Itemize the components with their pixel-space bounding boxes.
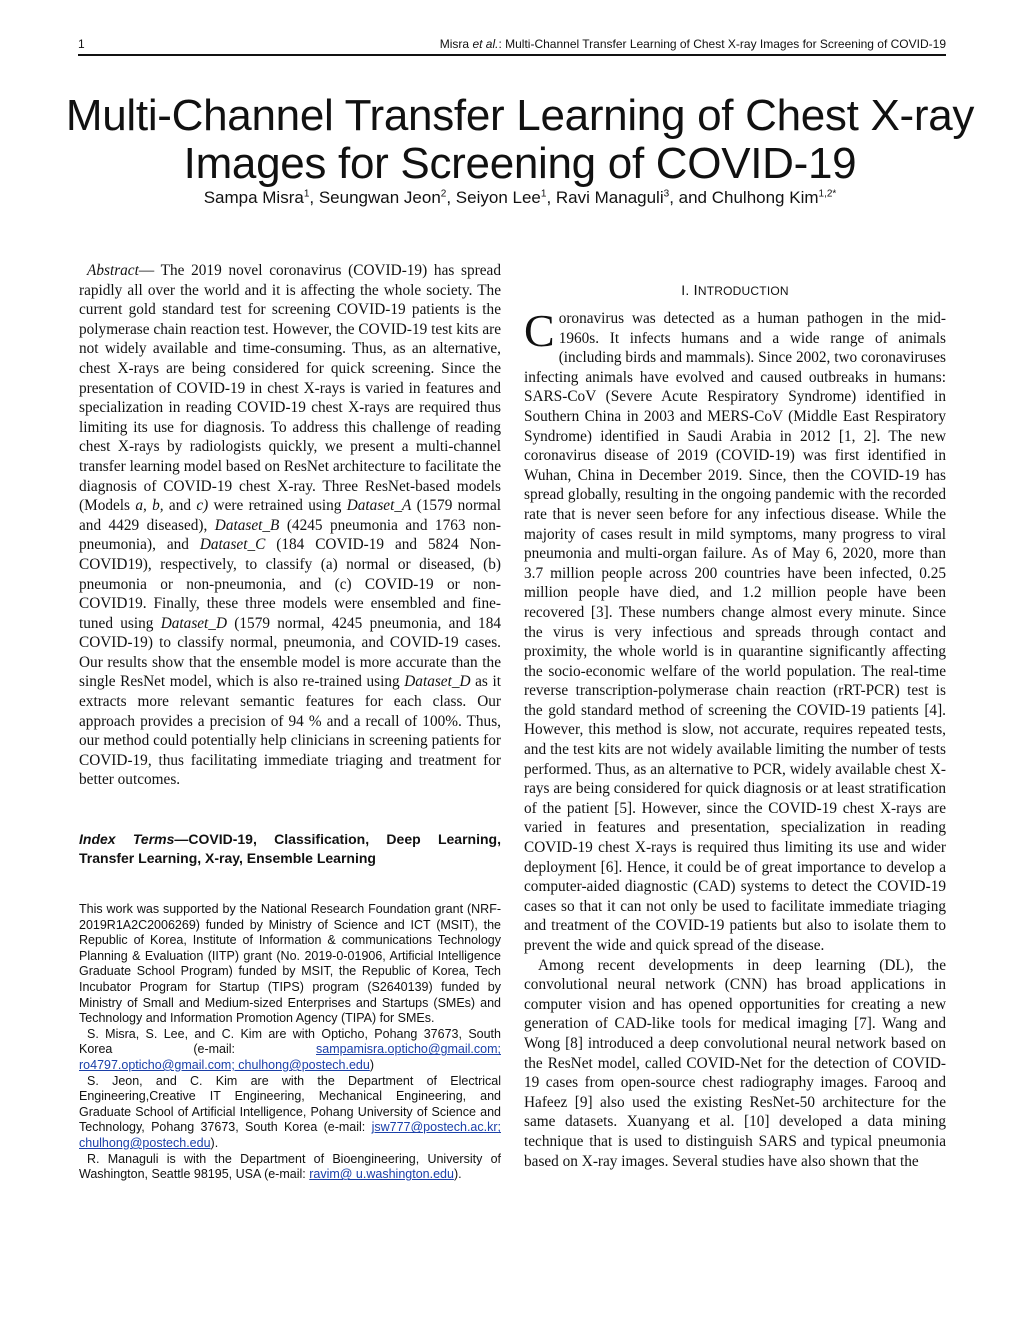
author-affiliation: 1: [303, 188, 310, 200]
running-head-title: : Multi-Channel Transfer Learning of Chest X-ray Images for Screening of COVID-19: [498, 37, 946, 51]
drop-cap: C: [524, 305, 555, 356]
left-column: [79, 261, 501, 1183]
author-affiliation: 1: [540, 188, 547, 200]
author: Chulhong Kim: [711, 188, 819, 207]
author-affiliation: 2: [440, 188, 447, 200]
author-separator: ,: [546, 188, 556, 207]
funding-text: This work was supported by the National Research Foundation grant (NRF-2019R1A2C2006269) funded by Ministry of Science and ICT (MSIT), the Republic of Korea, Institute of Information & communications Technology Planning & Evaluation (IITP) grant (No. 2019-0-01906, Artificial Intelligence Graduate School Program) funded by MSIT, the Republic of Korea, Tech Incubator Program for Startup (TIPS) program (S2640139) funded by Ministry of Small and Medium-sized Enterprises and Startups (SMEs) and Technology and Information Promotion Agency (TIPA) for SMEs.: [79, 902, 501, 1026]
author: Sampa Misra: [203, 188, 304, 207]
intro-paragraph-2: Among recent developments in deep learning (DL), the convolutional neural network (CNN) has broad applications in computer vision and has opened opportunities for creating a new generation of CAD-like tools for medical imaging [7]. Wang and Wong [8] introduced a deep convolutional neural network based on the ResNet model, called COVID-Net for the detection of COVID-19 cases from open-source chest radiography images. Farooq and Hafeez [9] also used the existing ResNet-50 architecture for the same datasets. Xuanyang et al. [10] developed a data mining technique that is used to distinguish SARS and typical pneumonia based on X-ray images. Several studies have also shown that the: [524, 956, 946, 1170]
author-separator: ,: [309, 188, 319, 207]
author-affiliation: 3: [663, 188, 670, 200]
author: Seiyon Lee: [455, 188, 541, 207]
abstract: Abstract— The 2019 novel coronavirus (COVID-19) has spread rapidly all over the world and it is affecting the whole society. The current gold standard test for screening COVID-19 patients is the polymerase chain reaction test. However, the COVID-19 test kits are not widely available and time-consuming. Thus, as an alternative, chest X-rays are being considered for quick screening. Since the presentation of COVID-19 in chest X-rays is varied in features and specialization in reading COVID-19 chest X-rays are required thus limiting its use for diagnosis. To address this challenge of reading chest X-rays by radiologists quickly, we present a multi-channel transfer learning model based on ResNet architecture to facilitate the diagnosis of COVID-19 chest X-ray. Three ResNet-based models (Models a, b, and c) were retrained using Dataset_A (1579 normal and 4429 diseased), Dataset_B (4245 pneumonia and 1763 non-pneumonia), and Dataset_C (184 COVID-19 and 5824 Non-COVID19), respectively, to classify (a) normal or diseased, (b) pneumonia or non-pneumonia, and (c) COVID-19 or non-COVID19. Finally, these three models were ensembled and fine-tuned using Dataset_D (1579 normal, 4245 pneumonia, and 184 COVID-19) to classify normal, pneumonia, and COVID-19 cases. Our results show that the ensemble model is more accurate than the single ResNet model, which is also re-trained using Dataset_D as it extracts more relevant semantic features for each class. Our approach provides a precision of 94 % and a recall of 100%. Thus, our method could potentially help clinicians in screening patients for COVID-19, thus facilitating immediate triaging and treatment for better outcomes.: [79, 262, 501, 789]
abstract-label: Abstract: [87, 262, 139, 279]
email-link[interactable]: ravim@ u.washington.edu: [309, 1167, 454, 1182]
author-separator: ,: [446, 188, 456, 207]
running-head: [440, 37, 946, 51]
affiliation-1: S. Misra, S. Lee, and C. Kim are with Opticho, Pohang 37673, South Korea (e-mail: sampamisra.opticho@gmail.com; ro4797.opticho@gmail.com; chulhong@postech.edu): [79, 1026, 501, 1072]
email-link[interactable]: jsw777@postech.ac.kr; chulhong@postech.edu: [79, 1120, 501, 1150]
page-number: 1: [78, 37, 85, 51]
running-head-etal: et al.: [472, 37, 499, 51]
paper-title: Multi-Channel Transfer Learning of Chest X-ray Images for Screening of COVID-19: [65, 91, 975, 188]
intro-paragraph-1: Coronavirus was detected as a human pathogen in the mid-1960s. It infects humans and a wide range of animals (including birds and mammals). Since 2002, two coronaviruses infecting animals have evolved and caused outbreaks in humans: SARS-CoV (Severe Acute Respiratory Syndrome) identified in Southern China in 2003 and MERS-CoV (Middle East Respiratory Syndrome) identified in Saudi Arabia in 2012 [1, 2]. The new coronavirus disease of 2019 (COVID-19) was first identified in Wuhan, China in December 2019. Since, then the COVID-19 has spread globally, resulting in the ongoing pandemic with the recorded rate that is never seen before for any infectious disease. While the majority of cases result in mild symptoms, many progress to viral pneumonia and multi-organ failure. As of May 6, 2020, more than 3.7 million people across 200 countries have been infected, 0.25 million people have died, and 1.2 million people have been recovered [3]. These numbers change almost every minute. Since the virus is very infectious and spreads through contact and proximity, the whole world is in quarantine significantly affecting the socio-economic welfare of the world population. The real-time reverse transcription-polymerase chain reaction (rRT-PCR) test is the gold standard method of screening the COVID-19 patients [4]. However, this method is slow, not accurate, requires repeated tests, and the test kits are not widely available limiting the number of tests performed. Thus, as an alternative to PCR, widely available chest X-rays are being considered for quick diagnosis or at least stratification of the patient [5]. However, since the COVID-19 chest X-rays are varied in features and presentation, specialization in reading COVID-19 chest X-rays is required thus limiting its use and wider deployment [6]. Hence, it could be of great importance to develop a computer-aided diagnostic (CAD) systems to detect the COVID-19 cases so that it can not only be used to facilitate immediate triaging and treatment of the COVID-19 patients but also to isolate them to prevent the wide and quick spread of the disease.: [524, 305, 946, 954]
index-terms-label: Index Terms: [79, 831, 175, 848]
author-affiliation: 1,2*: [818, 188, 837, 200]
author-separator: , and: [669, 188, 712, 207]
running-header: [78, 34, 946, 56]
author-list: [60, 188, 980, 208]
affiliation-3: R. Managuli is with the Department of Bioengineering, University of Washington, Seattle 98195, USA (e-mail: ravim@ u.washington.edu).: [79, 1151, 501, 1182]
funding-footnote: [79, 902, 501, 1183]
index-terms: Index Terms—COVID-19, Classification, Deep Learning, Transfer Learning, X-ray, Ensemble Learning: [79, 831, 501, 867]
email-link[interactable]: sampamisra.opticho@gmail.com; ro4797.opticho@gmail.com; chulhong@postech.edu: [79, 1042, 501, 1072]
right-column: [524, 282, 946, 1171]
author: Seungwan Jeon: [318, 188, 441, 207]
running-head-prefix: Misra: [439, 37, 473, 51]
section-heading-introduction: I. INTRODUCTION: [681, 282, 789, 299]
affiliation-2: S. Jeon, and C. Kim are with the Department of Electrical Engineering,Creative IT Engineering, Mechanical Engineering, and Graduate School of Artificial Intelligence, Pohang University of Science and Technology, Pohang 37673, South Korea (e-mail: jsw777@postech.ac.kr; chulhong@postech.edu).: [79, 1073, 501, 1150]
author: Ravi Managuli: [555, 188, 664, 207]
